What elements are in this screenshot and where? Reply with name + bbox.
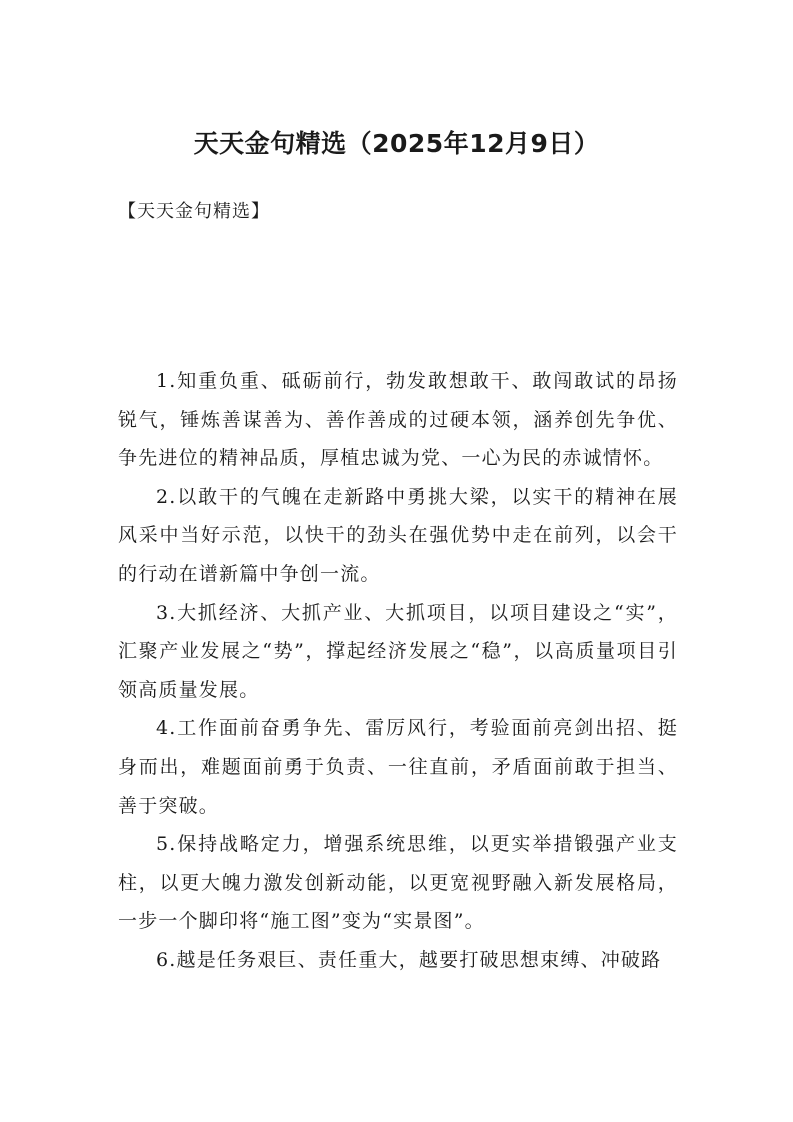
- paragraph-4: 4.工作面前奋勇争先、雷厉风行，考验面前亮剑出招、挺身而出，难题面前勇于负责、一往直前，矛盾面前敢于担当、善于突破。: [118, 717, 678, 817]
- section-label: 【天天金句精选】: [118, 201, 270, 222]
- document-body: [118, 362, 678, 980]
- document-title: 天天金句精选（2025年12月9日）: [193, 129, 600, 158]
- paragraph-6: 6.越是任务艰巨、责任重大，越要打破思想束缚、冲破路: [156, 948, 662, 971]
- paragraph-1: 1.知重负重、砥砺前行，勃发敢想敢干、敢闯敢试的昂扬锐气，锤炼善谋善为、善作善成的过硬本领，涵养创先争优、争先进位的精神品质，厚植忠诚为党、一心为民的赤诚情怀。: [118, 370, 678, 470]
- paragraph-5: 5.保持战略定力，增强系统思维，以更实举措锻强产业支柱，以更大魄力激发创新动能，以更宽视野融入新发展格局，一步一个脚印将“施工图”变为“实景图”。: [118, 833, 678, 933]
- paragraph-3: 3.大抓经济、大抓产业、大抓项目，以项目建设之“实”，汇聚产业发展之“势”，撑起经济发展之“稳”，以高质量项目引领高质量发展。: [118, 601, 678, 701]
- paragraph-2: 2.以敢干的气魄在走新路中勇挑大梁，以实干的精神在展风采中当好示范，以快干的劲头在强优势中走在前列，以会干的行动在谱新篇中争创一流。: [118, 485, 678, 585]
